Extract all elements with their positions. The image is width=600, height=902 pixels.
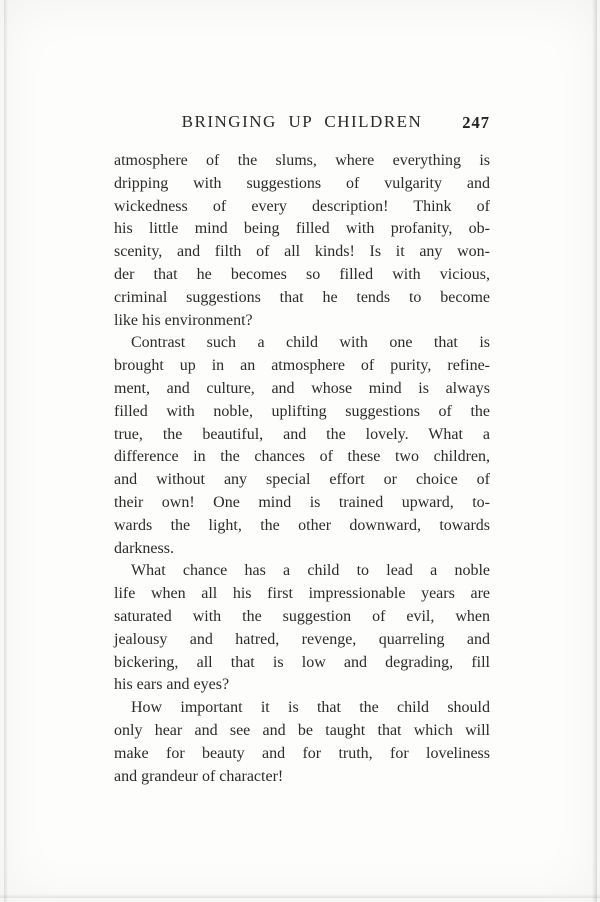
text-line: dripping with suggestions of vulgarity and — [114, 174, 490, 192]
text-line: jealousy and hatred, revenge, quarreling and — [114, 630, 490, 648]
scan-edge-bottom — [0, 894, 600, 898]
page-content — [114, 112, 490, 788]
page-title: BRINGING UP CHILDREN — [181, 112, 423, 131]
text-line: his ears and eyes? — [114, 676, 230, 694]
text-line: their own! One mind is trained upward, to- — [114, 493, 490, 511]
paragraph — [114, 697, 490, 788]
text-line: make for beauty and for truth, for loveliness — [114, 744, 490, 762]
text-block — [114, 150, 490, 788]
text-line: der that he becomes so filled with vicious, — [114, 265, 490, 283]
text-line: his little mind being filled with profanity, ob- — [114, 220, 490, 238]
scan-edge-right — [592, 0, 597, 902]
text-line: scenity, and filth of all kinds! Is it any won- — [114, 243, 490, 261]
scan-edge-left — [4, 0, 8, 902]
text-line: criminal suggestions that he tends to become — [114, 288, 490, 306]
text-line: brought up in an atmosphere of purity, refine- — [114, 357, 490, 375]
text-line: and grandeur of character! — [114, 767, 284, 785]
page-number: 247 — [462, 113, 490, 132]
paragraph — [114, 150, 490, 332]
text-line: wards the light, the other downward, towards — [114, 516, 490, 534]
text-line: How important it is that the child should — [131, 699, 490, 717]
text-line: saturated with the suggestion of evil, when — [114, 607, 490, 625]
paragraph — [114, 560, 490, 697]
running-head — [114, 112, 490, 136]
text-line: bickering, all that is low and degrading, fill — [114, 653, 490, 671]
text-line: filled with noble, uplifting suggestions of the — [114, 402, 490, 420]
text-line: wickedness of every description! Think of — [114, 197, 490, 215]
text-line: true, the beautiful, and the lovely. What a — [114, 425, 490, 443]
text-line: and without any special effort or choice of — [114, 471, 490, 489]
text-line: What chance has a child to lead a noble — [131, 562, 490, 580]
text-line: life when all his first impressionable years are — [114, 585, 490, 603]
text-line: difference in the chances of these two children, — [114, 448, 490, 466]
text-line: only hear and see and be taught that which will — [114, 721, 490, 739]
text-line: atmosphere of the slums, where everything is — [114, 152, 490, 169]
text-line: ment, and culture, and whose mind is always — [114, 379, 490, 397]
paragraph — [114, 332, 490, 560]
text-line: like his environment? — [114, 311, 253, 329]
text-line: Contrast such a child with one that is — [131, 334, 490, 352]
text-line: darkness. — [114, 539, 174, 557]
